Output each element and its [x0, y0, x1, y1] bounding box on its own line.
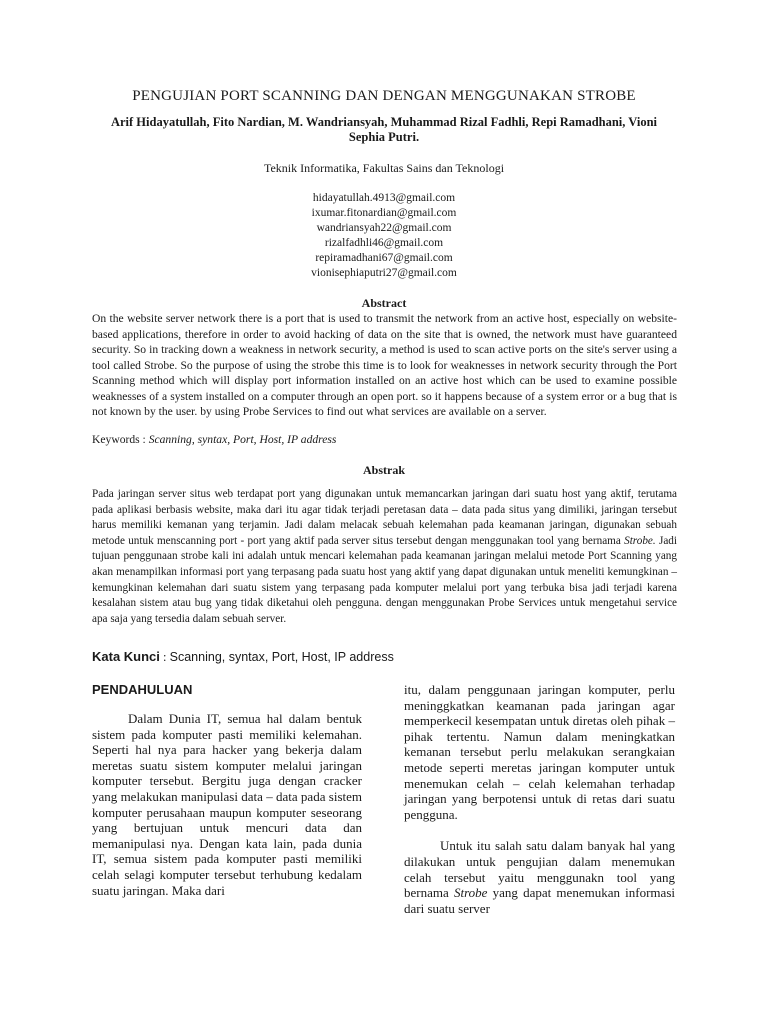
abstrak-heading: Abstrak [362, 463, 405, 477]
paragraph-gap [404, 822, 675, 838]
author-list: Arif Hidayatullah, Fito Nardian, M. Wandriansyah, Muhammad Rizal Fadhli, Repi Ramadhani, Vioni Sephia Putri. [110, 115, 658, 144]
section-heading-pendahuluan: PENDAHULUAN [92, 682, 193, 697]
email-list [200, 191, 568, 281]
abstrak-text-2: Jadi tujuan penggunaan strobe kali ini adalah untuk mencari kelemahan pada keamanan jaringan melalui metode Port Scanning yang akan menampilkan informasi port yang terpasang pada suatu host yang aktif yang dapat digunakan untuk meneliti kemungkinan – kemungkinan kelemahan dari suatu sistem yang terpasang pada komputer melalui port yang terbuka bisa jadi terjadi karena kesalahan sistem atau bug yang tidak diketahui oleh pengguna. dengan menggunakan Probe Services untuk mengetahui service apa saja yang tersedia dalam sebuah server. [92, 534, 677, 625]
abstrak-text-1: Pada jaringan server situs web terdapat port yang digunakan untuk memancarkan jaringan dari suatu host yang aktif, terutama pada aplikasi berbasis website, maka dari itu agar tidak terjadi peretasan data – data pada situs yang dimiliki, jaringan tersebut harus memiliki kemanan yang terjamin. Jadi dalam melacak sebuah kelemahan pada keamanan jaringan, digunakan sebuah metode untuk menscanning port - port yang aktif pada server situs tersebut dengan menggunakan tool yang bernama [92, 488, 677, 547]
body-italic-strobe: Strobe [453, 885, 488, 901]
body-paragraph: itu, dalam penggunaan jaringan komputer, perlu meninggkatkan keamanan pada jaringan agar memperkecil kesempatan untuk diretas oleh pihak – pihak tertentu. Namun dalam meningkatkan kemanan tersebut perlu melakukan serangkaian metode seperti meretas jaringan komputer untuk menemukan celah – celah kelemahan terhadap jaringan yang berpotensi untuk di retas dari suatu pengguna. [404, 682, 675, 822]
kata-kunci-line [92, 649, 677, 665]
email-item: rizalfadhli46@gmail.com [324, 237, 444, 249]
body-paragraph: Dalam Dunia IT, semua hal dalam bentuk sistem pada komputer pasti memiliki kelemahan. Seperti hal nya para hacker yang bekerja dalam meretas suatu sistem komputer melalui jaringan komputer tersebut. Bergitu juga dengan cracker yang melakukan manipulasi data – data pada sistem komputer perusahaan maupun komputer seseorang yang bertujuan untuk mencuri data dan memanipulasi nya. Dengan kata lain, pada dunia IT, semua sistem pada komputer pasti memiliki celah selagi komputer tersebut terhubung kedalam suatu jaringan. Maka dari [92, 711, 362, 898]
keywords-value: Scanning, syntax, Port, Host, IP address [148, 433, 337, 446]
kata-kunci-separator: : [159, 650, 170, 664]
abstract-heading: Abstract [361, 296, 407, 310]
body-paragraph [404, 838, 675, 916]
keywords-line [92, 433, 677, 446]
paper-title: PENGUJIAN PORT SCANNING DAN DENGAN MENGGUNAKAN STROBE [132, 88, 636, 104]
right-column [404, 682, 675, 916]
email-item: vionisephiaputri27@gmail.com [311, 267, 457, 279]
email-item: ixumar.fitonardian@gmail.com [311, 207, 457, 219]
body-text: Untuk itu salah satu dalam banyak hal yang dilakukan untuk pengujian dalam menemukan celah tersebut yaitu menggunakn tool yang bernama [404, 838, 675, 901]
left-column [92, 711, 362, 898]
body-text: yang dapat menemukan informasi dari suatu server [404, 885, 675, 916]
keywords-label: Keywords : [92, 433, 149, 446]
abstrak-italic-strobe: Strobe. [624, 534, 656, 547]
abstract-body: On the website server network there is a port that is used to transmit the network from an active host, especially on website-based applications, therefore in order to avoid hacking of data on the site that is owned, the network must have guaranteed security. So in tracking down a weakness in network security, a method is used to scan active ports on the site's server using a tool called Strobe. So the purpose of using the strobe this time is to look for weaknesses in network security through the Port Scanning method which will display port information installed on an active host which can be used to examine possible weaknesses of a system installed on a computer through an open port. so it happens because of a system error or a bug that is not known by the user. by using Probe Services to find out what services are available on a server. [92, 312, 677, 418]
kata-kunci-label: Kata Kunci [92, 649, 160, 664]
kata-kunci-value: Scanning, syntax, Port, Host, IP address [169, 650, 394, 664]
email-item: repiramadhani67@gmail.com [315, 252, 453, 264]
affiliation: Teknik Informatika, Fakultas Sains dan Teknologi [263, 161, 505, 175]
abstrak-body [92, 487, 677, 627]
email-item: hidayatullah.4913@gmail.com [312, 192, 456, 204]
email-item: wandriansyah22@gmail.com [316, 222, 452, 234]
